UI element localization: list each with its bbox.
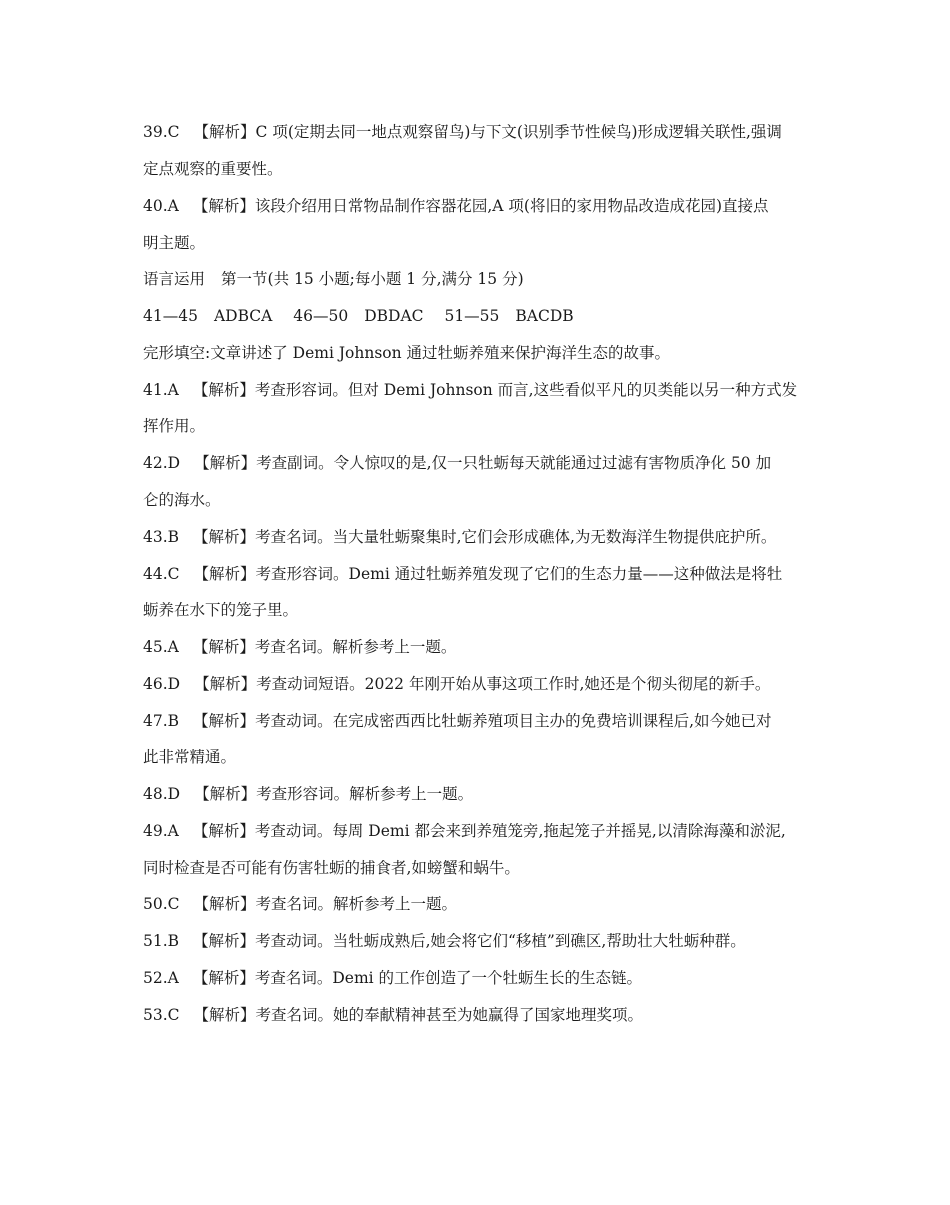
answer-group [444, 306, 573, 326]
analysis-text: 考查形容词。但对 Demi Johnson 而言,这些看似平凡的贝类能以另一种方式发 [254, 381, 798, 399]
analysis-continuation: 同时检查是否可能有伤害牡蛎的捕食者,如螃蟹和蜗牛。 [143, 859, 520, 877]
answer-item-42 [143, 453, 823, 473]
answer-group [143, 306, 272, 326]
analysis-tag: 【解析】 [194, 675, 257, 693]
analysis-continuation: 仑的海水。 [143, 491, 221, 509]
analysis-text: 考查名词。当大量牡蛎聚集时,它们会形成礁体,为无数海洋生物提供庇护所。 [255, 528, 777, 546]
item-number: 51.B [143, 932, 180, 950]
section-detail: 第一节(共 15 小题;每小题 1 分,满分 15 分) [221, 270, 524, 288]
item-number: 46.D [143, 675, 181, 693]
analysis-tag: 【解析】 [193, 1006, 256, 1024]
answer-letters: BACDB [515, 307, 574, 325]
item-number: 41.A [143, 381, 179, 399]
answer-item-39 [143, 122, 823, 142]
item-number: 39.C [143, 123, 180, 141]
answer-key [143, 306, 823, 326]
analysis-tag: 【解析】 [193, 123, 256, 141]
item-number: 42.D [143, 454, 181, 472]
answer-item-52 [143, 968, 823, 988]
analysis-text: 考查名词。她的奉献精神甚至为她赢得了国家地理奖项。 [255, 1006, 644, 1024]
answer-item-50 [143, 894, 823, 914]
item-number: 47.B [143, 712, 180, 730]
item-number: 53.C [143, 1006, 180, 1024]
answer-item-46 [143, 674, 823, 694]
analysis-tag: 【解析】 [192, 381, 255, 399]
analysis-tag: 【解析】 [194, 785, 257, 803]
item-number: 52.A [143, 969, 179, 987]
item-number: 44.C [143, 565, 180, 583]
answer-item-53 [143, 1005, 823, 1025]
answer-range: 46—50 [293, 307, 349, 325]
analysis-text: 该段介绍用日常物品制作容器花园,A 项(将旧的家用物品改造成花园)直接点 [254, 197, 769, 215]
item-number: 50.C [143, 895, 180, 913]
analysis-text: 考查副词。令人惊叹的是,仅一只牡蛎每天就能通过过滤有害物质净化 50 加 [256, 454, 772, 472]
item-number: 43.B [143, 528, 180, 546]
analysis-text: 考查动词短语。2022 年刚开始从事这项工作时,她还是个彻头彻尾的新手。 [256, 675, 771, 693]
analysis-text: 考查名词。解析参考上一题。 [254, 638, 457, 656]
item-number: 48.D [143, 785, 181, 803]
analysis-tag: 【解析】 [193, 528, 256, 546]
analysis-continuation: 明主题。 [143, 234, 206, 252]
analysis-tag: 【解析】 [192, 197, 255, 215]
answer-item-51 [143, 931, 823, 951]
answer-item-49 [143, 821, 823, 841]
analysis-tag: 【解析】 [192, 822, 255, 840]
section-label: 语言运用 [143, 270, 206, 288]
analysis-tag: 【解析】 [193, 565, 256, 583]
answer-letters: DBDAC [364, 307, 424, 325]
answer-range: 51—55 [444, 307, 500, 325]
answer-range: 41—45 [143, 307, 198, 325]
analysis-continuation: 蛎养在水下的笼子里。 [143, 601, 299, 619]
answer-item-43 [143, 527, 823, 547]
answer-item-40 [143, 196, 823, 216]
item-number: 40.A [143, 197, 179, 215]
analysis-tag: 【解析】 [193, 932, 256, 950]
analysis-continuation: 定点观察的重要性。 [143, 160, 283, 178]
analysis-text: 考查名词。解析参考上一题。 [255, 895, 458, 913]
analysis-tag: 【解析】 [193, 895, 256, 913]
analysis-text: 考查形容词。解析参考上一题。 [256, 785, 474, 803]
analysis-continuation: 挥作用。 [143, 417, 206, 435]
analysis-tag: 【解析】 [193, 712, 256, 730]
answer-letters: ADBCA [213, 307, 273, 325]
analysis-continuation: 此非常精通。 [143, 748, 237, 766]
analysis-text: 考查动词。每周 Demi 都会来到养殖笼旁,拖起笼子并摇晃,以清除海藻和淤泥, [254, 822, 786, 840]
analysis-tag: 【解析】 [194, 454, 257, 472]
answer-item-44 [143, 564, 823, 584]
answer-item-41 [143, 380, 823, 400]
answer-item-48 [143, 784, 823, 804]
item-number: 49.A [143, 822, 179, 840]
passage-summary: 完形填空:文章讲述了 Demi Johnson 通过牡蛎养殖来保护海洋生态的故事。 [143, 344, 671, 362]
answer-item-47 [143, 711, 823, 731]
analysis-text: 考查动词。当牡蛎成熟后,她会将它们“移植”到礁区,帮助壮大牡蛎种群。 [255, 932, 746, 950]
analysis-tag: 【解析】 [192, 969, 255, 987]
analysis-text: 考查名词。Demi 的工作创造了一个牡蛎生长的生态链。 [254, 969, 643, 987]
analysis-text: 考查形容词。Demi 通过牡蛎养殖发现了它们的生态力量——这种做法是将牡 [255, 565, 783, 583]
answer-item-45 [143, 637, 823, 657]
answer-group [293, 306, 423, 326]
analysis-text: 考查动词。在完成密西西比牡蛎养殖项目主办的免费培训课程后,如今她已对 [255, 712, 772, 730]
section-heading [143, 269, 823, 289]
analysis-text: C 项(定期去同一地点观察留鸟)与下文(识别季节性候鸟)形成逻辑关联性,强调 [255, 123, 782, 141]
analysis-tag: 【解析】 [192, 638, 255, 656]
item-number: 45.A [143, 638, 179, 656]
